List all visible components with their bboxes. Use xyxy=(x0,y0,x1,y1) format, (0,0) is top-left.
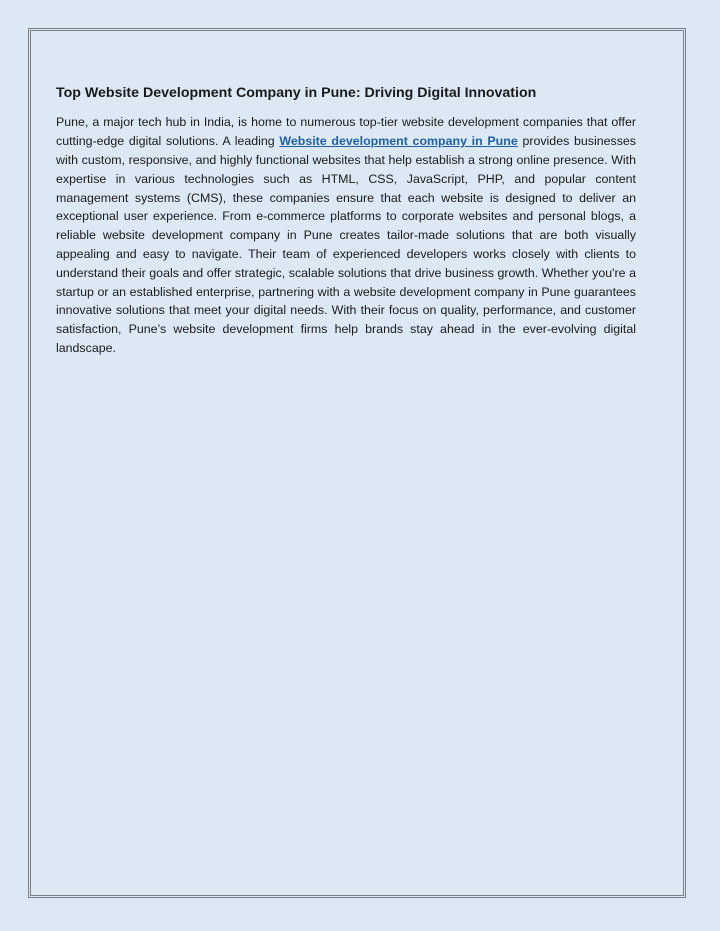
paragraph-text-after-link: provides businesses with custom, responsive, and highly functional websites that help establish a strong online presence. With expertise in various technologies such as HTML, CSS, JavaScript, PHP, and popular content management systems (CMS), these companies ensure that each website is designed to deliver an exceptional user experience. From e-commerce platforms to corporate websites and personal blogs, a reliable website development company in Pune creates tailor-made solutions that are both visually appealing and easy to navigate. Their team of experienced developers works closely with clients to understand their goals and offer strategic, scalable solutions that drive business growth. Whether you're a startup or an established enterprise, partnering with a website development company in Pune guarantees innovative solutions that meet your digital needs. With their focus on quality, performance, and customer satisfaction, Pune’s website development firms help brands stay ahead in the ever-evolving digital landscape. xyxy=(56,134,636,356)
document-title: Top Website Development Company in Pune: Driving Digital Innovation xyxy=(56,85,537,101)
document-paragraph xyxy=(56,113,636,357)
document-body xyxy=(56,84,636,358)
paragraph-text-before-link: Pune, a major tech hub in India, is home to numerous top-tier website development companies that offer cutting-edge digital solutions. A leading xyxy=(56,115,636,149)
website-development-link[interactable]: Website development company in Pune xyxy=(279,134,518,149)
